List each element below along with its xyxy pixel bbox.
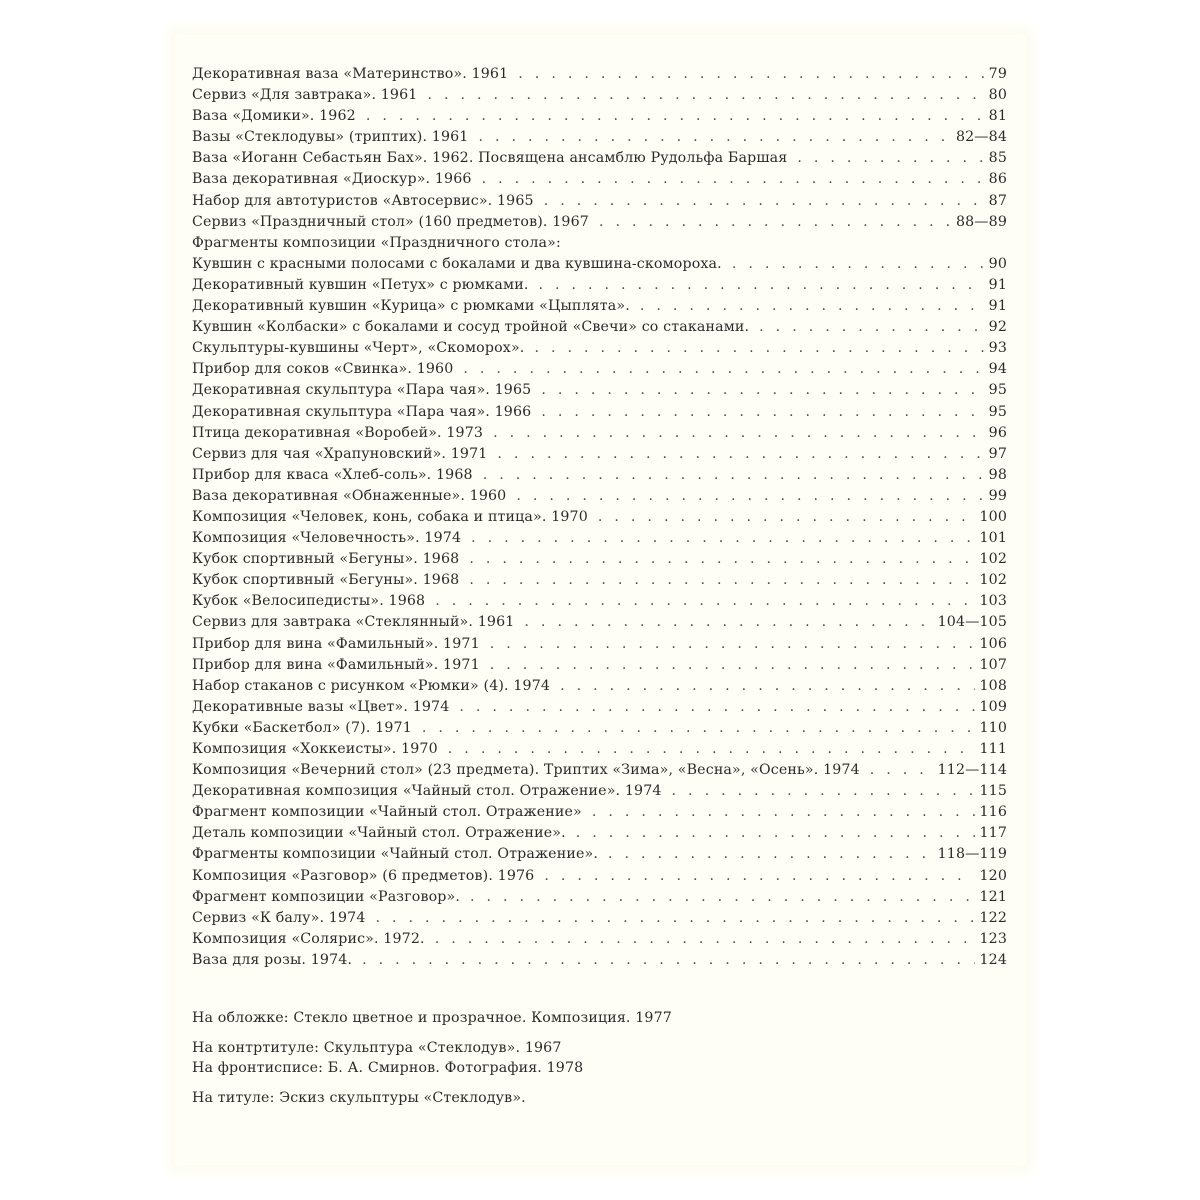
- dot-leader: [534, 868, 975, 884]
- toc-entry: [192, 256, 1007, 277]
- toc-entry: [192, 382, 1007, 403]
- dot-leader: [487, 446, 984, 462]
- dot-leader: [417, 87, 984, 103]
- toc-entry: [192, 298, 1007, 319]
- toc-entry: [192, 446, 1007, 467]
- toc-entry-title: Декоративные вазы «Цвет». 1974: [192, 698, 450, 715]
- list-of-illustrations: [192, 66, 1007, 973]
- dot-leader: [749, 319, 984, 335]
- toc-entry-title: Кувшин с красными полосами с бокалами и два кувшина-скомороха.: [192, 255, 722, 272]
- dot-leader: [480, 657, 976, 673]
- toc-entry-title: Декоративный кувшин «Петух» с рюмками.: [192, 276, 529, 293]
- toc-entry: [192, 404, 1007, 425]
- toc-entry: [192, 66, 1007, 87]
- toc-entry-page: 111: [979, 741, 1007, 757]
- toc-entry-page: 88—89: [955, 213, 1007, 230]
- toc-entry-page: 97: [988, 445, 1007, 462]
- dot-leader: [473, 467, 985, 483]
- countertitle-note: На контртитуле: Скульптура «Стеклодув». 1967: [192, 1040, 562, 1056]
- dot-leader: [582, 804, 976, 820]
- toc-entry: [192, 235, 1007, 256]
- title-page-note: На титуле: Эскиз скульптуры «Стеклодув».: [192, 1090, 526, 1106]
- toc-entry-title: Вазы «Стеклодувы» (триптих). 1961: [192, 129, 469, 146]
- toc-entry-page: 94: [988, 361, 1007, 378]
- toc-entry-page: 123: [979, 930, 1007, 947]
- toc-entry-page: 121: [979, 888, 1007, 905]
- toc-entry: [192, 572, 1007, 593]
- toc-entry-page: 90: [988, 255, 1007, 272]
- toc-entry: [192, 593, 1007, 614]
- toc-entry-page: 110: [979, 719, 1007, 736]
- toc-entry-page: 118—119: [937, 846, 1007, 863]
- toc-entry-title: Сервиз «Праздничный стол» (160 предметов). 1967: [192, 213, 589, 230]
- toc-entry-title: Сервиз для чая «Храпуновский». 1971: [192, 445, 488, 462]
- dot-leader: [630, 298, 985, 314]
- frontispiece-note: На фронтисписе: Б. А. Смирнов. Фотография. 1978: [192, 1060, 584, 1076]
- toc-entry-title: Набор для автотуристов «Автосервис». 1965: [192, 192, 534, 209]
- toc-entry-page: 80: [988, 87, 1007, 104]
- toc-entry-title: Кубок «Велосипедисты». 1968: [192, 593, 426, 610]
- toc-entry: [192, 87, 1007, 108]
- toc-entry: [192, 804, 1007, 825]
- dot-leader: [480, 636, 976, 652]
- toc-entry-page: 107: [979, 656, 1007, 673]
- toc-entry-page: 91: [988, 298, 1007, 315]
- dot-leader: [508, 66, 984, 82]
- toc-entry: [192, 678, 1007, 699]
- toc-entry-title: Фрагмент композиции «Разговор».: [192, 888, 461, 905]
- toc-entry-page: 86: [988, 171, 1007, 188]
- toc-entry-page: 99: [988, 487, 1007, 504]
- toc-entry: [192, 910, 1007, 931]
- toc-entry: [192, 129, 1007, 150]
- toc-entry-title: Сервиз для завтрака «Стеклянный». 1961: [192, 614, 515, 631]
- toc-entry-page: 103: [979, 593, 1007, 610]
- toc-entry: [192, 825, 1007, 846]
- toc-entry-title: Композиция «Разговор» (6 предметов). 1976: [192, 867, 535, 884]
- toc-entry: [192, 931, 1007, 952]
- toc-entry: [192, 361, 1007, 382]
- dot-leader: [461, 530, 975, 546]
- dot-leader: [662, 783, 976, 799]
- toc-entry: [192, 762, 1007, 783]
- toc-entry-page: 96: [988, 424, 1007, 441]
- toc-entry-title: Декоративная скульптура «Пара чая». 1965: [192, 382, 532, 399]
- toc-entry-title: Декоративная ваза «Материнство». 1961: [192, 66, 509, 82]
- dot-leader: [425, 931, 976, 947]
- dot-leader: [550, 678, 975, 694]
- toc-entry-page: 117: [979, 825, 1007, 842]
- dot-leader: [425, 593, 975, 609]
- toc-entry: [192, 720, 1007, 741]
- toc-entry-title: Сервиз «К балу». 1974: [192, 909, 366, 926]
- toc-entry: [192, 614, 1007, 635]
- dot-leader: [356, 108, 985, 124]
- toc-entry-page: 102: [979, 572, 1007, 589]
- toc-entry-title: Ваза для розы. 1974.: [192, 951, 353, 968]
- dot-leader: [534, 193, 985, 209]
- cover-notes: [192, 1010, 1007, 1111]
- dot-leader: [588, 509, 976, 525]
- dot-leader: [722, 256, 985, 272]
- toc-entry-title: Прибор для соков «Свинка». 1960: [192, 361, 454, 378]
- toc-entry: [192, 530, 1007, 551]
- dot-leader: [483, 425, 985, 441]
- toc-entry: [192, 277, 1007, 298]
- book-page: [175, 35, 1026, 1165]
- toc-entry-page: 124: [979, 951, 1007, 968]
- toc-entry-page: 122: [979, 909, 1007, 926]
- dot-leader: [598, 846, 934, 862]
- toc-entry: [192, 509, 1007, 530]
- toc-entry-page: 81: [988, 108, 1007, 125]
- dot-leader: [468, 129, 951, 145]
- toc-entry-page: 95: [988, 382, 1007, 399]
- dot-leader: [589, 214, 952, 230]
- dot-leader: [529, 277, 985, 293]
- toc-entry-title: Композиция «Хоккеисты». 1970: [192, 741, 438, 757]
- toc-entry-page: 109: [979, 698, 1007, 715]
- dot-leader: [566, 825, 976, 841]
- toc-entry-title: Деталь композиции «Чайный стол. Отражение».: [192, 825, 566, 842]
- dot-leader: [531, 382, 984, 398]
- cover-note: На обложке: Стекло цветное и прозрачное. Композиция. 1977: [192, 1010, 672, 1026]
- dot-leader: [860, 762, 934, 778]
- dot-leader: [459, 572, 975, 588]
- toc-entry-page: 95: [988, 403, 1007, 420]
- toc-entry: [192, 214, 1007, 235]
- toc-entry: [192, 889, 1007, 910]
- toc-entry: [192, 657, 1007, 678]
- toc-entry-title: Декоративный кувшин «Курица» с рюмками «Цыплята».: [192, 298, 630, 315]
- toc-entry: [192, 319, 1007, 340]
- toc-entry-page: 104—105: [937, 614, 1007, 631]
- toc-entry-title: Фрагменты композиции «Чайный стол. Отражение».: [192, 846, 598, 863]
- toc-entry-page: 120: [979, 867, 1007, 884]
- toc-entry: [192, 551, 1007, 572]
- toc-entry-title: Ваза декоративная «Обнаженные». 1960: [192, 487, 507, 504]
- toc-entry: [192, 467, 1007, 488]
- toc-entry: [192, 868, 1007, 889]
- toc-entry-page: 92: [988, 319, 1007, 336]
- toc-entry-title: Ваза «Домики». 1962: [192, 108, 356, 125]
- toc-entry-title: Композиция «Солярис». 1972.: [192, 930, 425, 947]
- toc-entry: [192, 741, 1007, 762]
- dot-leader: [459, 551, 975, 567]
- toc-entry-page: 91: [988, 276, 1007, 293]
- toc-entry-title: Набор стаканов с рисунком «Рюмки» (4). 1974: [192, 677, 551, 694]
- toc-entry-page: 115: [979, 783, 1007, 800]
- toc-entry: [192, 699, 1007, 720]
- dot-leader: [449, 699, 975, 715]
- dot-leader: [472, 171, 985, 187]
- toc-entry-title: Кубки «Баскетбол» (7). 1971: [192, 719, 412, 736]
- toc-entry-title: Птица декоративная «Воробей». 1973: [192, 424, 484, 441]
- toc-entry-page: 101: [979, 530, 1007, 547]
- dot-leader: [506, 488, 984, 504]
- toc-entry-page: 112—114: [937, 762, 1007, 779]
- toc-entry-title: Прибор для вина «Фамильный». 1971: [192, 635, 480, 652]
- toc-entry-title: Ваза «Иоганн Себастьян Бах». 1962. Посвящена ансамблю Рудольфа Баршая: [192, 150, 788, 167]
- toc-entry-title: Кубок спортивный «Бегуны». 1968: [192, 572, 460, 589]
- toc-entry-title: Прибор для кваса «Хлеб-соль». 1968: [192, 466, 473, 483]
- toc-entry: [192, 108, 1007, 129]
- toc-entry-title: Кувшин «Колбаски» с бокалами и сосуд тройной «Свечи» со стаканами.: [192, 319, 750, 336]
- toc-entry-title: Фрагмент композиции «Чайный стол. Отражение»: [192, 804, 582, 821]
- dot-leader: [460, 889, 975, 905]
- toc-entry-title: Кубок спортивный «Бегуны». 1968: [192, 551, 460, 568]
- toc-entry-page: 102: [979, 551, 1007, 568]
- toc-entry-page: 87: [988, 192, 1007, 209]
- toc-entry-page: 79: [988, 66, 1007, 82]
- toc-entry: [192, 846, 1007, 867]
- toc-entry-title: Прибор для вина «Фамильный». 1971: [192, 656, 480, 673]
- dot-leader: [787, 150, 984, 166]
- toc-entry: [192, 783, 1007, 804]
- toc-entry: [192, 488, 1007, 509]
- toc-entry-title: Ваза декоративная «Диоскур». 1966: [192, 171, 472, 188]
- toc-entry: [192, 193, 1007, 214]
- dot-leader: [412, 720, 976, 736]
- toc-entry-title: Фрагменты композиции «Праздничного стола»:: [192, 234, 561, 251]
- toc-entry-title: Декоративная скульптура «Пара чая». 1966: [192, 403, 532, 420]
- toc-entry-title: Сервиз «Для завтрака». 1961: [192, 87, 418, 104]
- toc-entry: [192, 425, 1007, 446]
- dot-leader: [352, 952, 975, 968]
- toc-entry-title: Декоративная композиция «Чайный стол. Отражение». 1974: [192, 783, 662, 800]
- toc-entry-page: 82—84: [955, 129, 1007, 146]
- dot-leader: [524, 340, 984, 356]
- toc-entry-title: Композиция «Человек, конь, собака и птица». 1970: [192, 508, 588, 525]
- toc-entry-page: 98: [988, 466, 1007, 483]
- dot-leader: [531, 404, 984, 420]
- toc-entry: [192, 150, 1007, 171]
- toc-entry-title: Скульптуры-кувшины «Черт», «Скоморох».: [192, 340, 525, 357]
- dot-leader: [438, 741, 976, 757]
- toc-entry: [192, 340, 1007, 361]
- toc-entry-page: 116: [979, 804, 1007, 821]
- toc-entry-page: 93: [988, 340, 1007, 357]
- toc-entry: [192, 636, 1007, 657]
- dot-leader: [366, 910, 976, 926]
- toc-entry-page: 100: [979, 508, 1007, 525]
- dot-leader: [453, 361, 984, 377]
- toc-entry-page: 108: [979, 677, 1007, 694]
- toc-entry-page: 106: [979, 635, 1007, 652]
- toc-entry: [192, 952, 1007, 973]
- toc-entry-title: Композиция «Человечность». 1974: [192, 530, 462, 547]
- toc-entry-page: 85: [988, 150, 1007, 167]
- dot-leader: [514, 614, 933, 630]
- toc-entry-title: Композиция «Вечерний стол» (23 предмета). Триптих «Зима», «Весна», «Осень». 1974: [192, 762, 860, 779]
- toc-entry: [192, 171, 1007, 192]
